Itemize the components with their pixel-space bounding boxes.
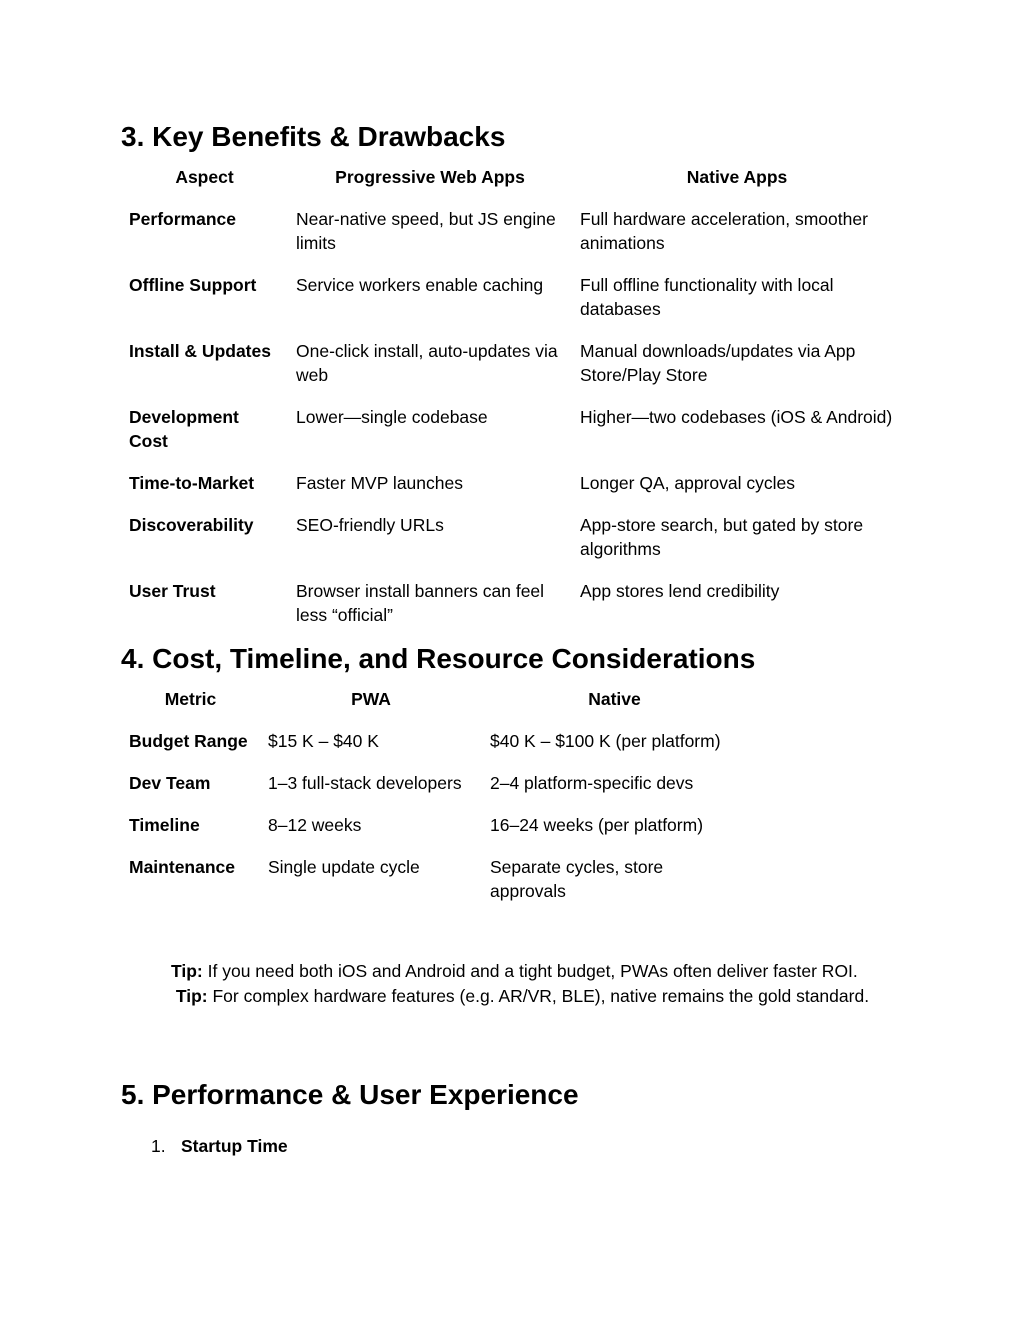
column-header-metric: Metric xyxy=(164,689,217,709)
cost-table xyxy=(121,687,747,903)
pwa-cell: 8–12 weeks xyxy=(268,815,362,835)
row-label: Offline Support xyxy=(129,275,257,295)
native-cell: Manual downloads/updates via App Store/Play Store xyxy=(580,341,856,385)
row-label: User Trust xyxy=(129,581,216,601)
column-header-native: Native Apps xyxy=(686,167,788,187)
table-row xyxy=(121,471,902,513)
row-label: Dev Team xyxy=(129,773,211,793)
pwa-cell: Faster MVP launches xyxy=(296,473,463,493)
row-label: Discoverability xyxy=(129,515,254,535)
native-cell: 16–24 weeks (per platform) xyxy=(490,815,704,835)
table-header-row xyxy=(121,687,747,729)
tip-text: For complex hardware features (e.g. AR/VR, BLE), native remains the gold standard. xyxy=(207,985,870,1006)
table-row xyxy=(121,339,902,405)
table-row xyxy=(121,729,747,771)
column-header-pwa: Progressive Web Apps xyxy=(335,167,525,187)
native-cell: 2–4 platform‑specific devs xyxy=(490,773,694,793)
list-item xyxy=(151,1134,288,1158)
benefits-table xyxy=(121,165,902,627)
section-heading-cost: 4. Cost, Timeline, and Resource Considerations xyxy=(121,643,756,674)
column-header-pwa: PWA xyxy=(351,689,391,709)
row-label: Development Cost xyxy=(129,407,239,451)
tips-block xyxy=(171,959,871,1008)
table-header-row xyxy=(121,165,902,207)
table-row xyxy=(121,771,747,813)
native-cell: Higher—two codebases (iOS & Android) xyxy=(580,407,893,427)
pwa-cell: Browser install banners can feel less “official” xyxy=(296,581,545,625)
native-cell: $40 K – $100 K (per platform) xyxy=(490,731,721,751)
tip-text: If you need both iOS and Android and a tight budget, PWAs often deliver faster ROI. xyxy=(202,961,858,981)
pwa-cell: Near‑native speed, but JS engine limits xyxy=(296,209,556,253)
table-row xyxy=(121,405,902,471)
table-row xyxy=(121,579,902,627)
pwa-cell: One‑click install, auto‑updates via web xyxy=(296,341,558,385)
native-cell: Longer QA, approval cycles xyxy=(580,473,795,493)
table-row xyxy=(121,855,747,903)
pwa-cell: SEO‑friendly URLs xyxy=(296,515,444,535)
tip-paragraph xyxy=(171,984,871,1009)
table-row xyxy=(121,207,902,273)
pwa-cell: 1–3 full‑stack developers xyxy=(268,773,462,793)
row-label: Timeline xyxy=(129,815,200,835)
row-label: Maintenance xyxy=(129,857,235,877)
native-cell: Full offline functionality with local databases xyxy=(580,275,834,319)
tip-paragraph xyxy=(171,959,871,984)
section-heading-benefits: 3. Key Benefits & Drawbacks xyxy=(121,121,506,152)
row-label: Budget Range xyxy=(129,731,248,751)
column-header-aspect: Aspect xyxy=(175,167,234,187)
native-cell: Full hardware acceleration, smoother animations xyxy=(580,209,868,253)
ordered-list xyxy=(151,1134,288,1158)
row-label: Install & Updates xyxy=(129,341,271,361)
tip-label: Tip: xyxy=(171,961,203,981)
pwa-cell: Service workers enable caching xyxy=(296,275,544,295)
row-label: Performance xyxy=(129,209,236,229)
table-row xyxy=(121,513,902,579)
pwa-cell: Single update cycle xyxy=(268,857,420,877)
section-heading-performance: 5. Performance & User Experience xyxy=(121,1079,579,1110)
native-cell: App‑store search, but gated by store algorithms xyxy=(580,515,864,559)
native-cell: App stores lend credibility xyxy=(580,581,780,601)
column-header-native: Native xyxy=(588,689,641,709)
table-row xyxy=(121,813,747,855)
tip-label: Tip: xyxy=(171,985,208,1006)
pwa-cell: $15 K – $40 K xyxy=(268,731,379,751)
table-row xyxy=(121,273,902,339)
row-label: Time‑to‑Market xyxy=(129,473,255,493)
list-number: 1. xyxy=(151,1136,166,1156)
native-cell: Separate cycles, store approvals xyxy=(490,857,664,901)
list-item-text: Startup Time xyxy=(181,1136,288,1156)
pwa-cell: Lower—single codebase xyxy=(296,407,488,427)
